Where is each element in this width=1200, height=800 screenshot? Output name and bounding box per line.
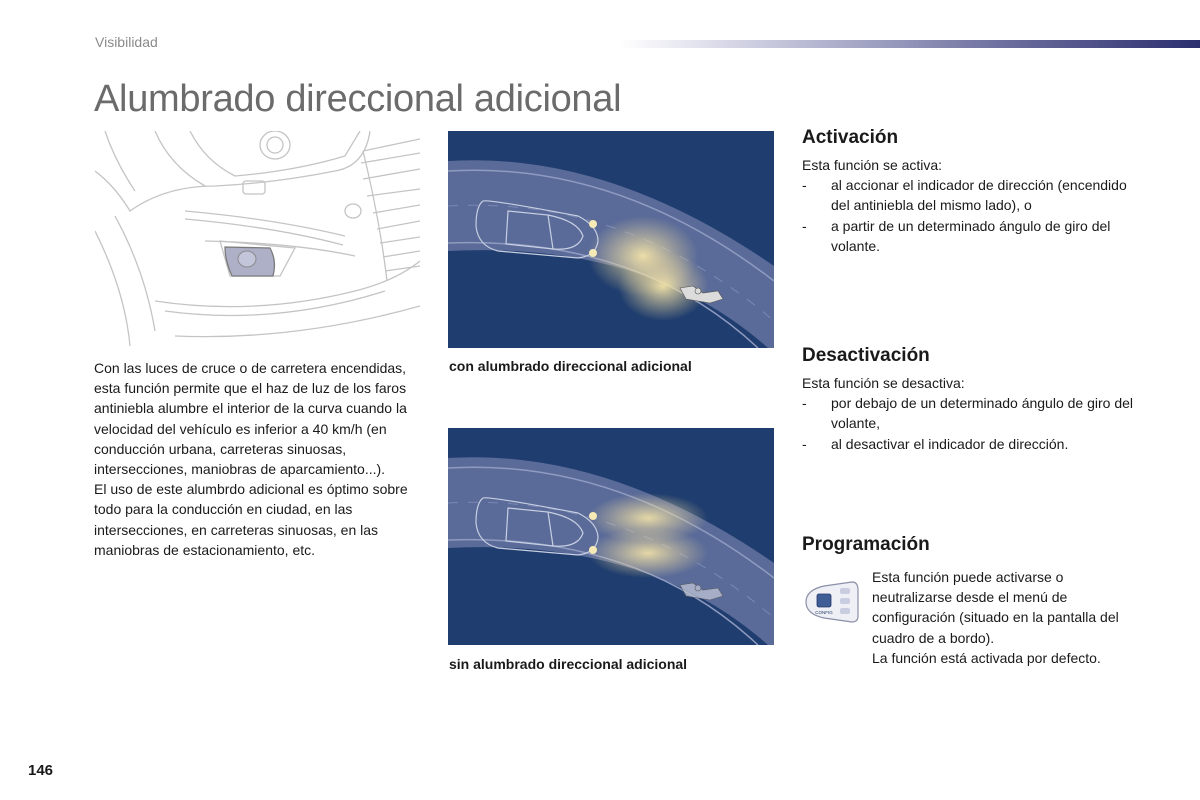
- night-road-with-cornering-light-image: [448, 131, 774, 348]
- figure-caption-with: con alumbrado direccional adicional: [449, 358, 692, 374]
- page-number: 146: [28, 762, 54, 779]
- config-button-icon: [802, 580, 860, 624]
- list-item: - por debajo de un determinado ángulo de giro del volante,: [802, 395, 1134, 432]
- night-road-without-cornering-light-image: [448, 428, 774, 645]
- programming-heading: Programación: [802, 534, 930, 555]
- header-accent-bar: [620, 40, 1200, 48]
- section-label: Visibilidad: [95, 34, 158, 50]
- intro-paragraph: Con las luces de cruce o de carretera encendidas, esta función permite que el haz de luz de los faros antiniebla alumbre el interior de la curva cuando la velocidad del vehículo es inferior a 40 km/h (en conducción urbana, carreteras sinuosas, intersecciones, maniobras de aparcamiento...).: [94, 360, 407, 478]
- programming-paragraph: Esta función puede activarse o neutralizarse desde el menú de configuración (situado en la pantalla del cuadro de a bordo).: [872, 569, 1119, 646]
- page-title: Alumbrado direccional adicional: [94, 78, 622, 120]
- activation-lead: Esta función se activa:: [802, 157, 943, 173]
- front-bumper-fog-lamp-illustration: [95, 131, 420, 346]
- deactivation-lead: Esta función se desactiva:: [802, 375, 965, 391]
- programming-default-note: La función está activada por defecto.: [872, 649, 1101, 666]
- activation-heading: Activación: [802, 127, 899, 148]
- deactivation-section: [802, 345, 1142, 454]
- programming-section: [802, 534, 1142, 562]
- list-item: - al desactivar el indicador de dirección.: [802, 435, 1069, 452]
- figure-caption-without: sin alumbrado direccional adicional: [449, 656, 688, 672]
- programming-text: [872, 567, 1142, 668]
- activation-list: [802, 175, 1142, 256]
- deactivation-heading: Desactivación: [802, 345, 930, 366]
- intro-text: [94, 358, 424, 560]
- activation-section: [802, 127, 1142, 256]
- list-item: - al accionar el indicador de dirección (encendido del antiniebla del mismo lado), o: [802, 177, 1127, 214]
- config-label: CONFIG: [815, 610, 833, 615]
- deactivation-list: [802, 393, 1142, 454]
- intro-paragraph: El uso de este alumbrdo adicional es óptimo sobre todo para la conducción en ciudad, en las intersecciones, en carreteras sinuosas, en las maniobras de estacionamiento, etc.: [94, 481, 408, 558]
- list-item: - a partir de un determinado ángulo de giro del volante.: [802, 217, 1111, 254]
